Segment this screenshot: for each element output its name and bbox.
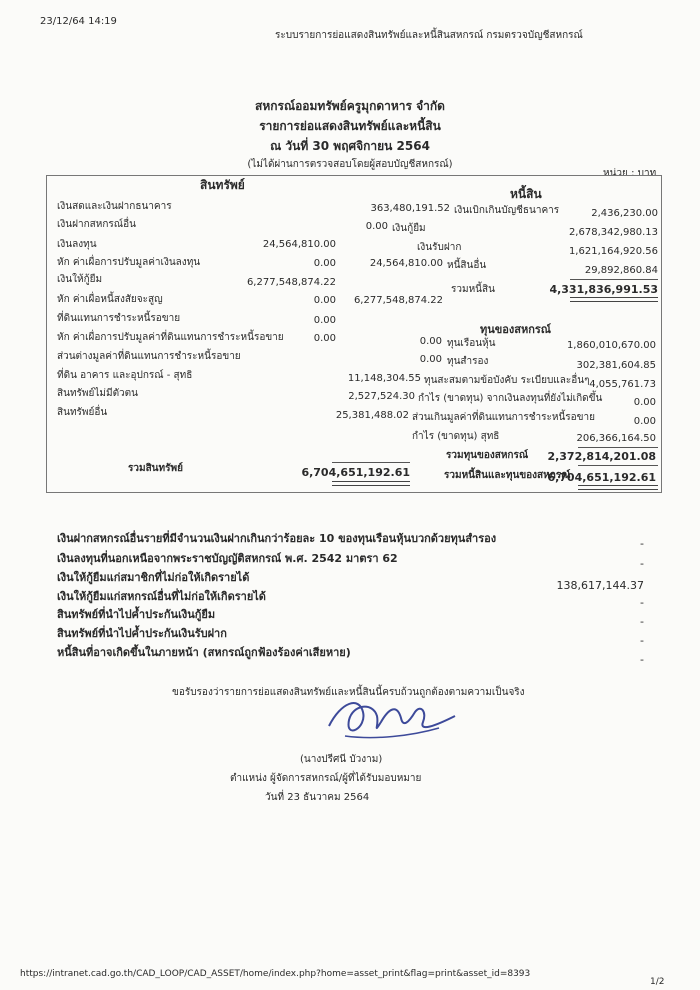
equity-total-rule — [578, 465, 658, 466]
system-title: ระบบรายการย่อแสดงสินทรัพย์และหนี้สินสหกรณ์ กรมตรวจบัญชีสหกรณ์ — [275, 30, 583, 41]
certify-statement: ขอรับรองว่ารายการย่อแสดงสินทรัพย์และหนี้สินนี้ครบถ้วนถูกต้องตามความเป็นจริง — [172, 687, 525, 698]
asset-row-label: เงินให้กู้ยืม — [57, 274, 103, 285]
assets-heading: สินทรัพย์ — [200, 178, 245, 192]
assets-total-underline — [332, 481, 410, 486]
note-label: สินทรัพย์ที่นำไปค้ำประกันเงินกู้ยืม — [57, 608, 216, 621]
equity-value: 1,860,010,670.00 — [566, 340, 656, 351]
equity-label: กำไร (ขาดทุน) จากเงินลงทุนที่ยังไม่เกิดขึ้น — [418, 393, 603, 404]
liability-value: 2,678,342,980.13 — [568, 227, 658, 238]
assets-total-rule — [332, 462, 410, 463]
note-label: เงินฝากสหกรณ์อื่นรายที่มีจำนวนเงินฝากเกินกว่าร้อยละ 10 ของทุนเรือนหุ้นบวกด้วยทุนสำรอง — [57, 532, 497, 545]
asset-row-label: เงินสดและเงินฝากธนาคาร — [57, 201, 172, 212]
note-value: - — [640, 634, 644, 647]
unit-label: หน่วย : บาท — [603, 168, 657, 179]
asset-row-label: หัก ค่าเผื่อการปรับมูลค่าที่ดินแทนการชำระหนี้รอขาย — [57, 332, 284, 343]
footer-url: https://intranet.cad.go.th/CAD_LOOP/CAD_ASSET/home/index.php?home=asset_print&flag=print&asset_id=8393 — [20, 969, 531, 979]
equity-label: ทุนสำรอง — [447, 356, 489, 367]
asset-row-subvalue: 24,564,810.00 — [262, 239, 336, 250]
note-value: - — [640, 537, 644, 550]
note-value: 138,617,144.37 — [556, 579, 644, 592]
note-value: - — [640, 615, 644, 628]
liability-label: เงินเบิกเกินบัญชีธนาคาร — [454, 205, 560, 216]
asset-row-subvalue: 0.00 — [313, 295, 336, 306]
note-value: - — [640, 557, 644, 570]
equity-heading: ทุนของสหกรณ์ — [480, 323, 552, 336]
asset-row-value: 0.00 — [365, 221, 388, 232]
grand-total: 6,704,651,192.61 — [547, 471, 656, 484]
signer-name: (นางปรีศนี บัวงาม) — [300, 754, 383, 765]
assets-total-label: รวมสินทรัพย์ — [128, 463, 183, 474]
liabilities-total: 4,331,836,991.53 — [549, 283, 658, 296]
assets-total: 6,704,651,192.61 — [301, 466, 410, 479]
liabilities-subtotal-rule — [570, 279, 658, 280]
equity-subtotal-rule — [578, 447, 658, 448]
equity-value: 206,366,164.50 — [576, 433, 656, 444]
note-label: เงินให้กู้ยืมแก่สมาชิกที่ไม่ก่อให้เกิดรายได้ — [57, 571, 250, 584]
note-value: - — [640, 596, 644, 609]
asset-row-subvalue: 0.00 — [313, 333, 336, 344]
asset-row-subvalue: 6,277,548,874.22 — [246, 277, 336, 288]
audit-note: (ไม่ได้ผ่านการตรวจสอบโดยผู้สอบบัญชีสหกรณ์) — [247, 159, 453, 170]
asset-row-value: 6,277,548,874.22 — [353, 295, 443, 306]
org-name: สหกรณ์ออมทรัพย์ครูมุกดาหาร จำกัด — [255, 99, 445, 113]
equity-value: 0.00 — [633, 397, 656, 408]
note-label: เงินให้กู้ยืมแก่สหกรณ์อื่นที่ไม่ก่อให้เกิดรายได้ — [57, 590, 266, 603]
page-number: 1/2 — [650, 977, 665, 987]
note-label: หนี้สินที่อาจเกิดขึ้นในภายหน้า (สหกรณ์ถูกฟ้องร้องค่าเสียหาย) — [57, 646, 351, 659]
liabilities-heading: หนี้สิน — [510, 187, 542, 201]
grand-total-underline — [578, 485, 658, 490]
asset-row-value: 0.00 — [419, 336, 442, 347]
equity-label: ส่วนเกินมูลค่าที่ดินแทนการชำระหนี้รอขาย — [412, 412, 595, 423]
equity-value: 0.00 — [633, 416, 656, 427]
certify-date: วันที่ 23 ธันวาคม 2564 — [265, 792, 370, 803]
liability-value: 2,436,230.00 — [591, 208, 658, 219]
equity-total: 2,372,814,201.08 — [547, 450, 656, 463]
asset-row-label: เงินฝากสหกรณ์อื่น — [57, 219, 136, 230]
print-datetime: 23/12/64 14:19 — [40, 16, 117, 27]
report-title: รายการย่อแสดงสินทรัพย์และหนี้สิน — [259, 119, 441, 133]
asset-row-label: เงินลงทุน — [57, 239, 97, 250]
note-label: สินทรัพย์ที่นำไปค้ำประกันเงินรับฝาก — [57, 627, 227, 640]
equity-label: ทุนสะสมตามข้อบังคับ ระเบียบและอื่นๆ — [424, 375, 590, 386]
asset-row-value: 0.00 — [419, 354, 442, 365]
asset-row-label: หัก ค่าเผื่อหนี้สงสัยจะสูญ — [57, 294, 163, 305]
liability-value: 29,892,860.84 — [584, 265, 658, 276]
asset-row-label: หัก ค่าเผื่อการปรับมูลค่าเงินลงทุน — [57, 257, 201, 268]
grand-total-label: รวมหนี้สินและทุนของสหกรณ์ — [444, 470, 571, 481]
asset-row-value: 11,148,304.55 — [347, 373, 421, 384]
note-label: เงินลงทุนที่นอกเหนือจากพระราชบัญญัติสหกรณ์ พ.ศ. 2542 มาตรา 62 — [57, 552, 398, 565]
asset-row-label: สินทรัพย์อื่น — [57, 407, 108, 418]
equity-total-label: รวมทุนของสหกรณ์ — [446, 450, 529, 461]
liabilities-total-underline — [570, 297, 658, 302]
liabilities-total-label: รวมหนี้สิน — [451, 284, 495, 295]
asset-row-value: 363,480,191.52 — [370, 203, 450, 214]
equity-label: กำไร (ขาดทุน) สุทธิ — [412, 431, 500, 442]
equity-value: 4,055,761.73 — [589, 379, 656, 390]
asset-row-subvalue: 0.00 — [313, 315, 336, 326]
asset-row-value: 2,527,524.30 — [348, 391, 415, 402]
asset-row-label: ส่วนต่างมูลค่าที่ดินแทนการชำระหนี้รอขาย — [57, 351, 241, 362]
asset-row-value: 24,564,810.00 — [369, 258, 443, 269]
equity-label: ทุนเรือนหุ้น — [447, 338, 496, 349]
report-date: ณ วันที่ 30 พฤศจิกายน 2564 — [270, 139, 430, 153]
equity-value: 302,381,604.85 — [576, 360, 656, 371]
asset-row-value: 25,381,488.02 — [335, 410, 409, 421]
signer-position: ตำแหน่ง ผู้จัดการสหกรณ์/ผู้ที่ได้รับมอบหมาย — [230, 773, 422, 784]
asset-row-label: ที่ดินแทนการชำระหนี้รอขาย — [57, 313, 181, 324]
liability-label: หนี้สินอื่น — [447, 260, 487, 271]
liability-value: 1,621,164,920.56 — [568, 246, 658, 257]
asset-row-label: ที่ดิน อาคาร และอุปกรณ์ - สุทธิ — [57, 370, 193, 381]
asset-row-label: สินทรัพย์ไม่มีตัวตน — [57, 388, 139, 399]
liability-label: เงินกู้ยืม — [392, 223, 426, 234]
asset-row-subvalue: 0.00 — [313, 258, 336, 269]
signature — [315, 682, 465, 752]
liability-label: เงินรับฝาก — [417, 242, 462, 253]
note-value: - — [640, 653, 644, 666]
